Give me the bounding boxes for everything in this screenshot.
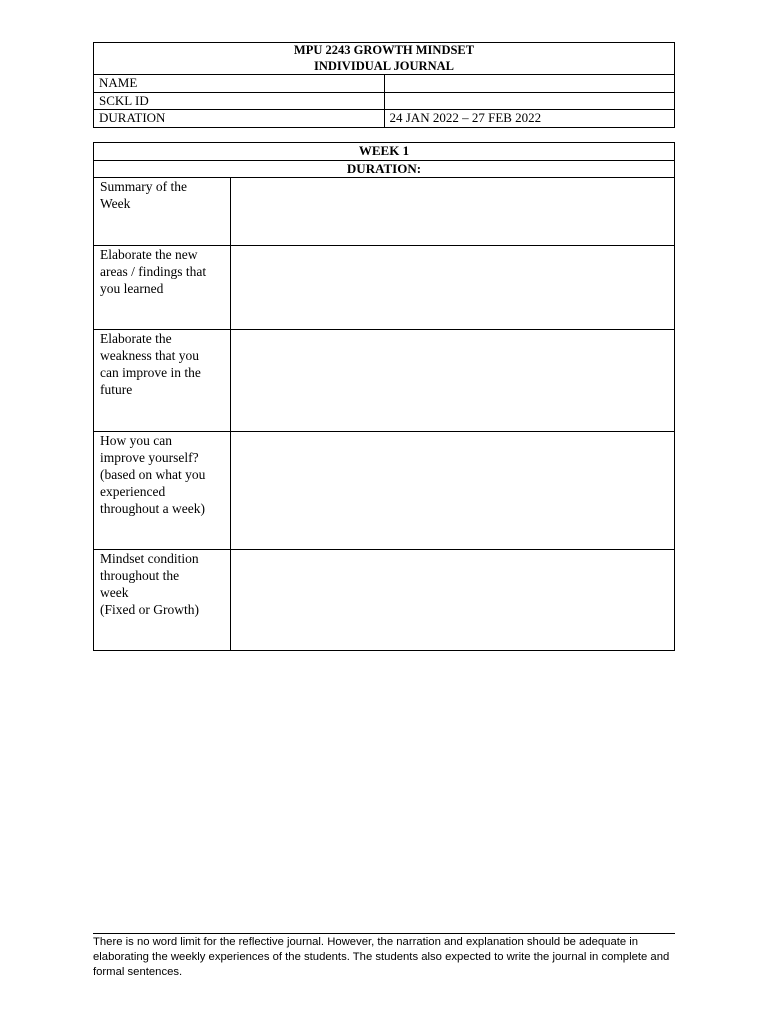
prompt-improve-yourself-label: How you can improve yourself? (based on what you experienced throughout a week) xyxy=(94,432,231,550)
sckl-id-label: SCKL ID xyxy=(94,92,385,110)
journal-subtitle: INDIVIDUAL JOURNAL xyxy=(314,58,454,73)
name-field[interactable] xyxy=(384,75,675,93)
week-duration-label: DURATION: xyxy=(94,160,675,178)
duration-value: 24 JAN 2022 – 27 FEB 2022 xyxy=(384,110,675,128)
prompt-mindset-condition-label: Mindset condition throughout the week (Fixed or Growth) xyxy=(94,550,231,651)
footnote-separator xyxy=(93,933,675,934)
journal-title xyxy=(94,43,675,75)
footnote-text: There is no word limit for the reflective journal. However, the narration and explanation should be adequate in elaborating the weekly experiences of the students. The students also expected to write the journal in complete and formal sentences. xyxy=(93,936,670,978)
name-label: NAME xyxy=(94,75,385,93)
prompt-summary-label: Summary of the Week xyxy=(94,178,231,246)
duration-label: DURATION xyxy=(94,110,385,128)
week-journal-table xyxy=(93,142,675,651)
prompt-new-findings-label: Elaborate the new areas / findings that you learned xyxy=(94,246,231,330)
week-title: WEEK 1 xyxy=(94,143,675,161)
course-title: MPU 2243 GROWTH MINDSET xyxy=(293,43,475,57)
answer-summary[interactable] xyxy=(231,178,675,246)
answer-new-findings[interactable] xyxy=(231,246,675,330)
journal-header-table xyxy=(93,42,675,128)
sckl-id-field[interactable] xyxy=(384,92,675,110)
answer-weakness[interactable] xyxy=(231,330,675,432)
answer-mindset-condition[interactable] xyxy=(231,550,675,651)
prompt-weakness-label: Elaborate the weakness that you can improve in the future xyxy=(94,330,231,432)
answer-improve-yourself[interactable] xyxy=(231,432,675,550)
